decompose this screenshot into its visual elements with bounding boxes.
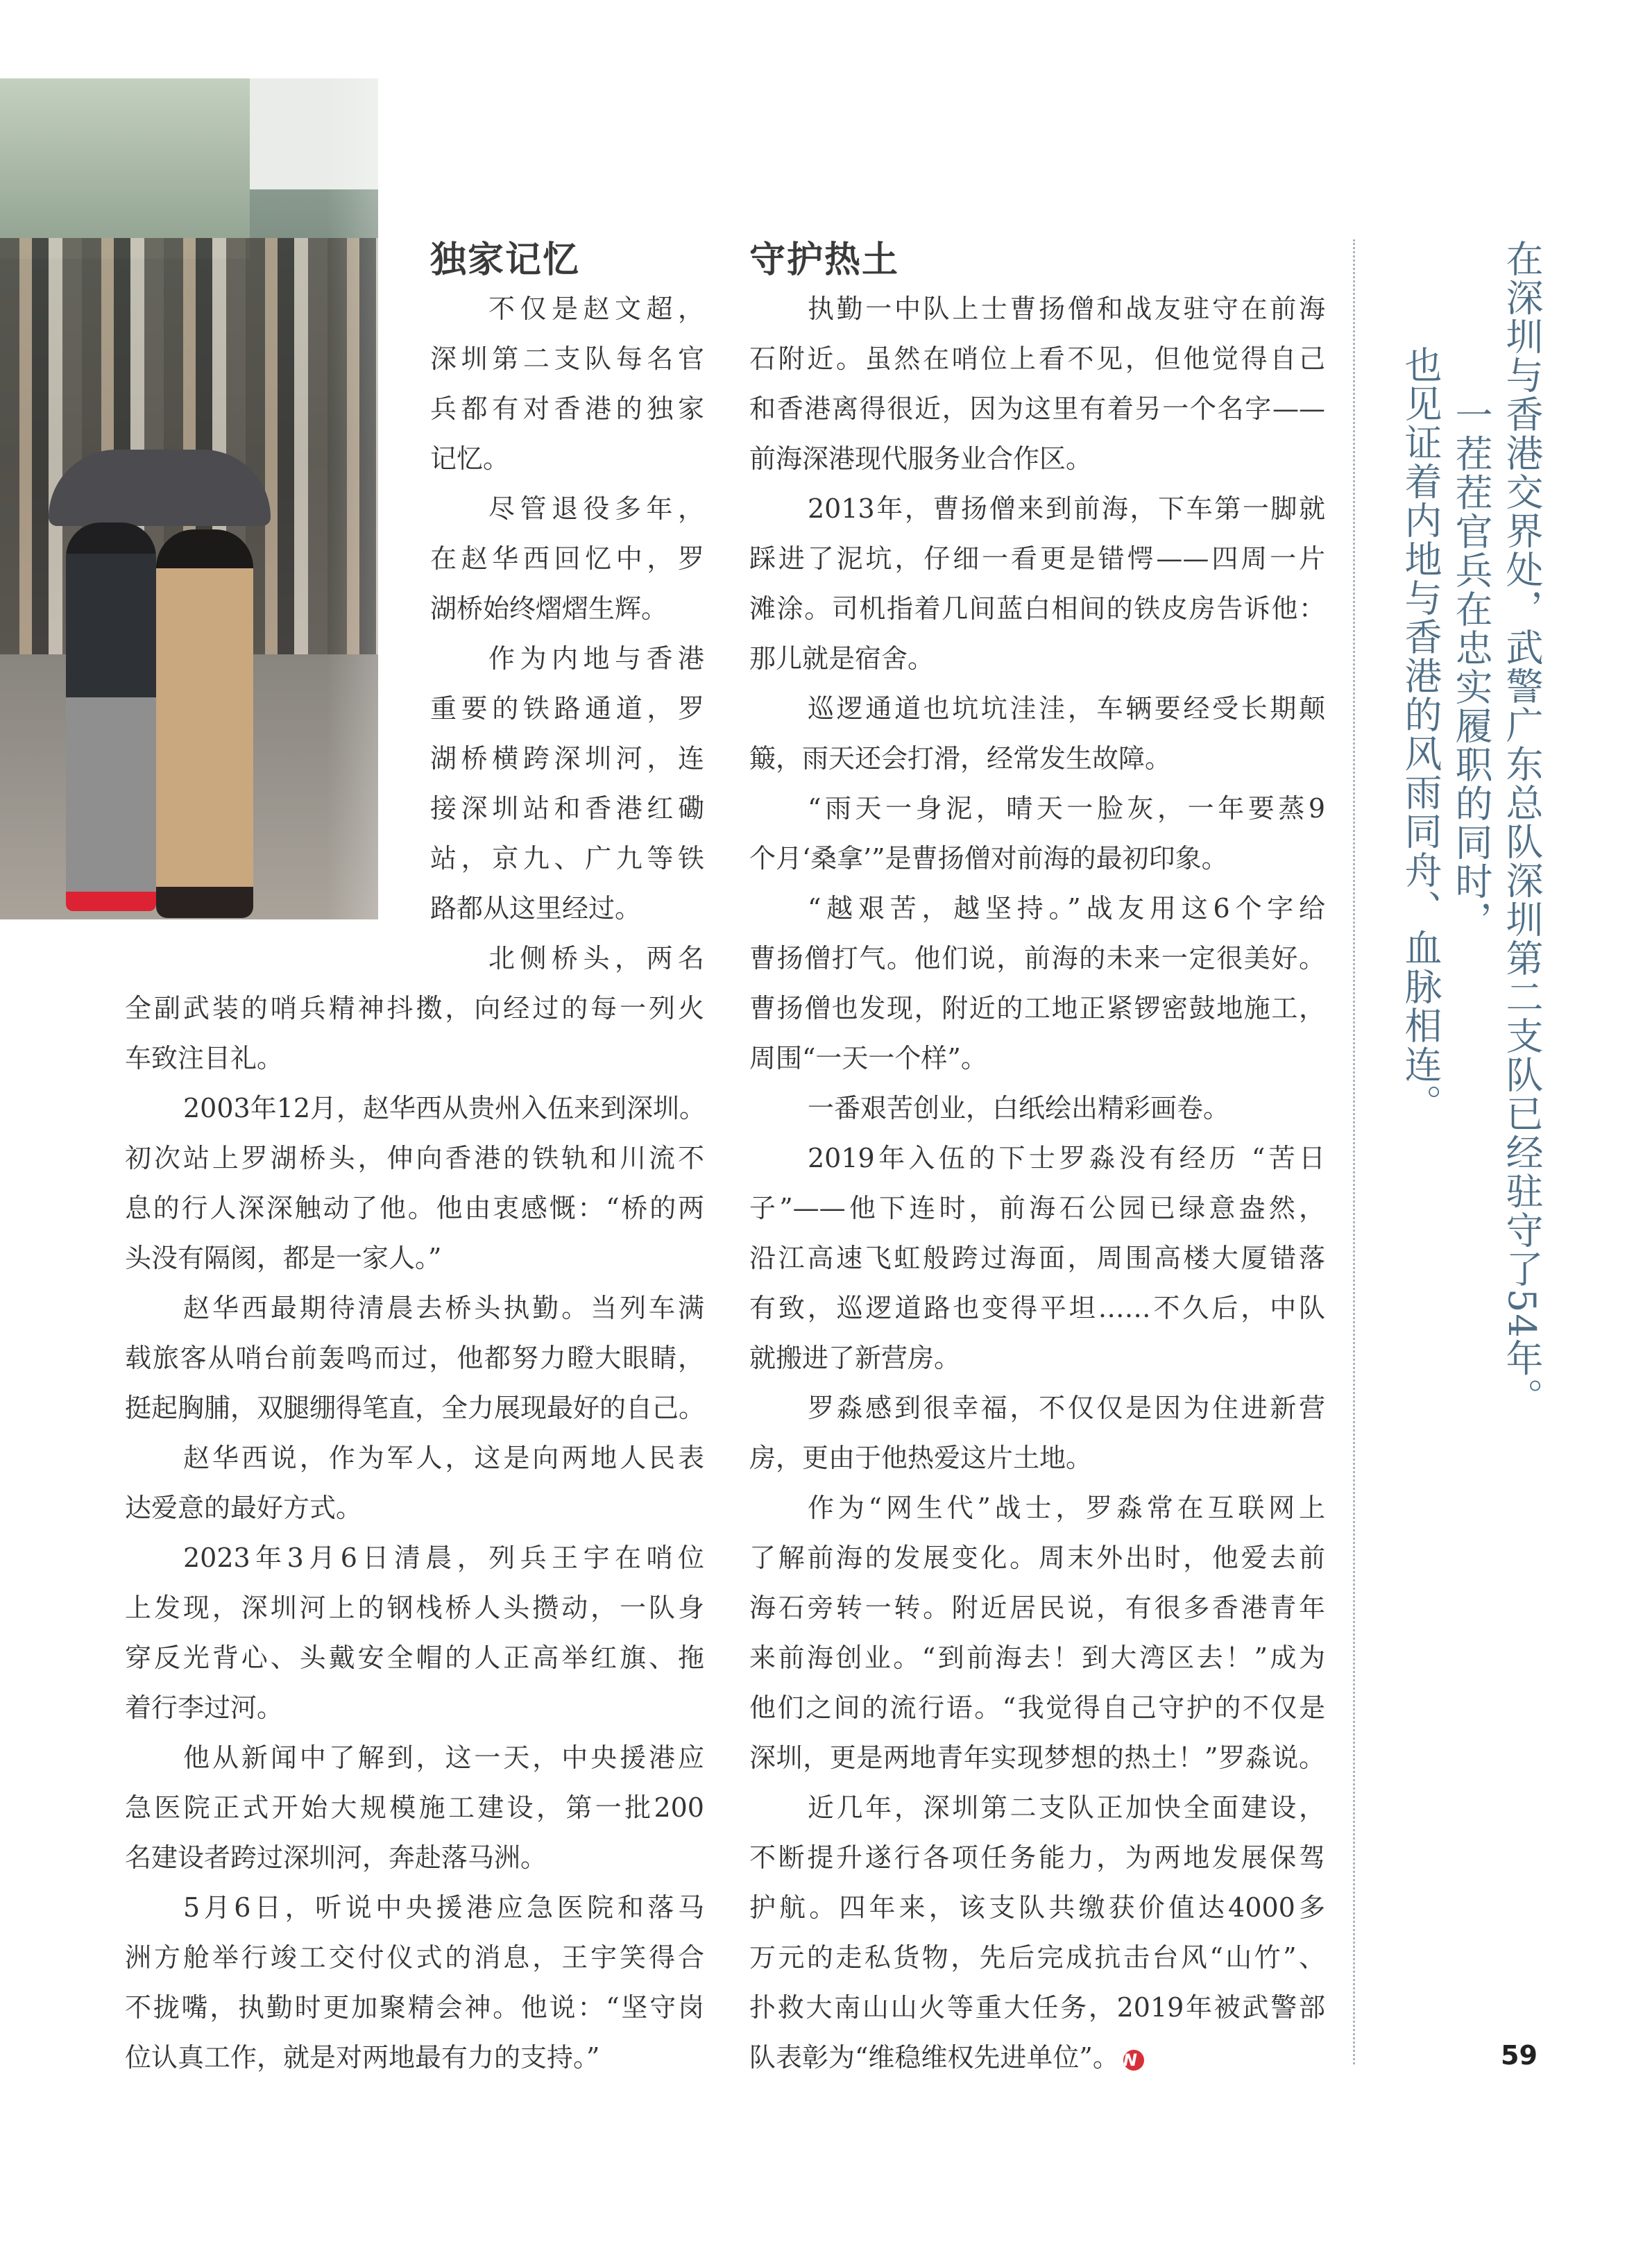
left-line: 2023年3月6日清晨，列兵王宇在哨位	[183, 1543, 704, 1573]
right-line-final	[749, 2037, 1325, 2078]
photo-man	[66, 523, 156, 911]
right-line: 万元的走私货物，先后完成抗击台风“山竹”、	[749, 1942, 1325, 1973]
left-line: 洲方舱举行竣工交付仪式的消息，王宇笑得合	[125, 1942, 704, 1973]
photo-fade	[326, 78, 378, 919]
right-line: 房，更由于他热爱这片土地。	[749, 1443, 1093, 1473]
left-line: 北侧桥头，两名	[488, 943, 704, 974]
left-line: 穿反光背心、头戴安全帽的人正高举红旗、拖	[125, 1642, 704, 1673]
right-line: 作为“网生代”战士，罗淼常在互联网上	[808, 1493, 1325, 1523]
right-line: 罗淼感到很幸福，不仅仅是因为住进新营	[808, 1393, 1325, 1423]
right-line: 了解前海的发展变化。周末外出时，他爱去前	[749, 1543, 1325, 1573]
right-line: 子”——他下连时，前海石公园已绿意盎然，	[749, 1193, 1325, 1223]
left-line: 2003年12月，赵华西从贵州入伍来到深圳。	[183, 1093, 706, 1123]
right-line: 石附近。虽然在哨位上看不见，但他觉得自己	[749, 343, 1325, 374]
right-line: 踩进了泥坑，仔细一看更是错愕——四周一片	[749, 543, 1325, 574]
left-line: 载旅客从哨台前轰鸣而过，他都努力瞪大眼睛，	[125, 1343, 704, 1373]
right-line: 执勤一中队上士曹扬僧和战友驻守在前海	[808, 294, 1325, 324]
right-line: 2019年入伍的下士罗淼没有经历 “苦日	[808, 1143, 1325, 1173]
left-line: 他从新闻中了解到，这一天，中央援港应	[183, 1742, 704, 1773]
right-line: 深圳，更是两地青年实现梦想的热土！”罗淼说。	[749, 1742, 1325, 1773]
right-line: 一番艰苦创业，白纸绘出精彩画卷。	[808, 1093, 1230, 1123]
left-line: 在赵华西回忆中，罗	[430, 543, 704, 574]
right-line: 个月‘桑拿’”是曹扬僧对前海的最初印象。	[749, 843, 1228, 874]
street-crowd-photo	[0, 78, 378, 919]
right-line: 不断提升遂行各项任务能力，为两地发展保驾	[749, 1842, 1325, 1873]
left-line: 头没有隔阂，都是一家人。”	[125, 1243, 442, 1273]
left-line: 达爱意的最好方式。	[125, 1493, 363, 1523]
left-line: 作为内地与香港	[488, 643, 704, 674]
pull-quote-line-2: 一茬茬官兵在忠实履职的同时，	[1449, 396, 1493, 940]
pull-quote-line-3: 也见证着内地与香港的风雨同舟、血脉相连。	[1399, 346, 1442, 1123]
right-line: 就搬进了新营房。	[749, 1343, 961, 1373]
right-line: 周围“一天一个样”。	[749, 1043, 987, 1073]
right-line: 曹扬僧打气。他们说，前海的未来一定很美好。	[749, 943, 1325, 974]
right-line: 护航。四年来，该支队共缴获价值达4000多	[749, 1892, 1325, 1923]
left-line: 初次站上罗湖桥头，伸向香港的铁轨和川流不	[125, 1143, 704, 1173]
left-line: 急医院正式开始大规模施工建设，第一批200	[125, 1792, 704, 1823]
right-line: 那儿就是宿舍。	[749, 643, 935, 674]
left-line: 尽管退役多年，	[488, 493, 704, 524]
right-line: 沿江高速飞虹般跨过海面，周围高楼大厦错落	[749, 1243, 1325, 1273]
left-line: 湖桥横跨深圳河，连	[430, 743, 704, 774]
pull-quote-line-1: 在深圳与香港交界处，武警广东总队深圳第二支队已经驻守了54年。	[1500, 239, 1544, 1417]
left-line: 重要的铁路通道，罗	[430, 693, 704, 724]
right-line: 曹扬僧也发现，附近的工地正紧锣密鼓地施工，	[749, 993, 1325, 1024]
left-line: 兵都有对香港的独家	[430, 393, 704, 424]
right-line: 巡逻通道也坑坑洼洼，车辆要经受长期颠	[808, 693, 1325, 724]
left-line: 全副武装的哨兵精神抖擞，向经过的每一列火	[125, 993, 704, 1024]
left-line: 挺起胸脯，双腿绷得笔直，全力展现最好的自己。	[125, 1393, 706, 1423]
left-line: 站，京九、广九等铁	[430, 843, 704, 874]
right-line: “雨天一身泥，晴天一脸灰，一年要蒸9	[808, 793, 1325, 824]
photo-building	[0, 78, 250, 259]
left-line: 车致注目礼。	[125, 1043, 284, 1073]
left-line: 接深圳站和香港红磡	[430, 793, 704, 824]
right-line: “越艰苦，越坚持。”战友用这6个字给	[808, 893, 1325, 924]
left-line: 5月6日，听说中央援港应急医院和落马	[183, 1892, 704, 1923]
left-line: 息的行人深深触动了他。他由衷感慨：“桥的两	[125, 1193, 704, 1223]
left-line: 记忆。	[430, 443, 510, 474]
left-line: 路都从这里经过。	[430, 893, 642, 924]
right-line: 他们之间的流行语。“我觉得自己守护的不仅是	[749, 1692, 1325, 1723]
right-line-text: 队表彰为“维稳维权先进单位”。	[749, 2042, 1119, 2073]
right-section-heading: 守护热土	[749, 239, 900, 281]
left-line: 不仅是赵文超，	[488, 294, 704, 324]
photo-woman	[156, 529, 253, 918]
left-line: 深圳第二支队每名官	[430, 343, 704, 374]
end-mark-icon: N	[1123, 2050, 1144, 2071]
right-line: 簸，雨天还会打滑，经常发生故障。	[749, 743, 1172, 774]
photo-umbrella	[49, 450, 271, 526]
left-line: 位认真工作，就是对两地最有力的支持。”	[125, 2042, 600, 2073]
left-line: 上发现，深圳河上的钢栈桥人头攒动，一队身	[125, 1593, 704, 1623]
left-section-heading: 独家记忆	[430, 239, 581, 281]
left-line: 赵华西说，作为军人，这是向两地人民表	[183, 1443, 704, 1473]
right-line: 滩涂。司机指着几间蓝白相间的铁皮房告诉他：	[749, 593, 1325, 624]
left-line: 着行李过河。	[125, 1692, 284, 1723]
left-line: 不拢嘴，执勤时更加聚精会神。他说：“坚守岗	[125, 1992, 704, 2023]
column-divider	[1353, 239, 1355, 2064]
right-line: 扑救大南山山火等重大任务，2019年被武警部	[749, 1992, 1325, 2023]
right-line: 2013年，曹扬僧来到前海，下车第一脚就	[808, 493, 1325, 524]
left-line: 湖桥始终熠熠生辉。	[430, 593, 668, 624]
right-line: 有致，巡逻道路也变得平坦……不久后，中队	[749, 1293, 1325, 1323]
right-line: 来前海创业。“到前海去！到大湾区去！”成为	[749, 1642, 1325, 1673]
right-line: 前海深港现代服务业合作区。	[749, 443, 1093, 474]
left-line: 赵华西最期待清晨去桥头执勤。当列车满	[183, 1293, 704, 1323]
right-line: 和香港离得很近，因为这里有着另一个名字——	[749, 393, 1325, 424]
page-number: 59	[1501, 2040, 1538, 2071]
right-line: 近几年，深圳第二支队正加快全面建设，	[808, 1792, 1325, 1823]
right-line: 海石旁转一转。附近居民说，有很多香港青年	[749, 1593, 1325, 1623]
left-line: 名建设者跨过深圳河，奔赴落马洲。	[125, 1842, 547, 1873]
